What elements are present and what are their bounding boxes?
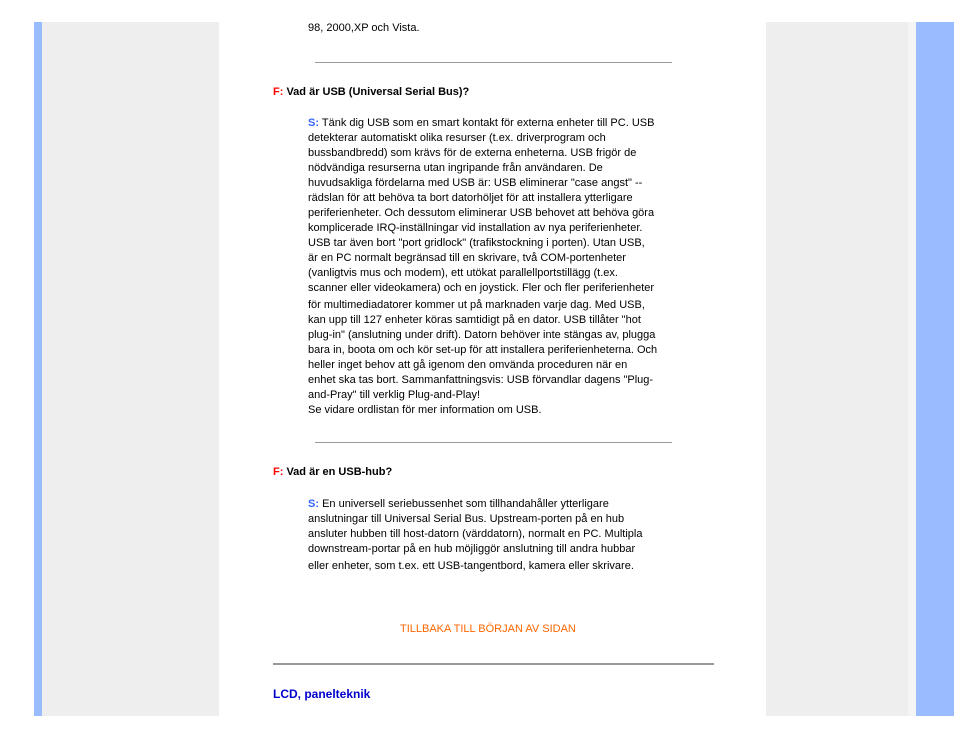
lcd-section-link[interactable]: LCD, panelteknik xyxy=(273,687,371,701)
question-label: F: xyxy=(273,466,284,478)
answer-line: är en PC normalt begränsad till en skrivare, två COM-portenheter xyxy=(308,252,626,264)
right-margin-panel xyxy=(766,22,916,716)
answer-line: bara in, boota om och kör set-up för att installera periferienheterna. Och xyxy=(308,344,658,356)
answer-line: komplicerade IRQ-inställningar vid installation av nya periferienheter. xyxy=(308,222,643,234)
answer-line: heller inget behov att gå igenom den omvända proceduren när en xyxy=(308,359,628,371)
left-accent-bar xyxy=(34,22,42,716)
answer-line: (vanligtvis mus och modem), ett utökat parallellportstillägg (t.ex. xyxy=(308,267,618,279)
question-text: Vad är USB (Universal Serial Bus)? xyxy=(286,86,470,98)
question-label: F: xyxy=(273,86,284,98)
answer-label: S: xyxy=(308,498,319,510)
left-margin-panel xyxy=(42,22,219,716)
answer-label: S: xyxy=(308,117,319,129)
divider xyxy=(315,62,672,63)
answer-line: eller enheter, som t.ex. ett USB-tangentbord, kamera eller skrivare. xyxy=(308,560,634,572)
faq-question-2 xyxy=(273,465,392,480)
intro-tail-text: 98, 2000,XP och Vista. xyxy=(308,22,420,34)
answer-line: kan upp till 127 enheter köras samtidigt på en dator. USB tillåter "hot xyxy=(308,314,641,326)
answer-line: rädslan för att behöva ta bort datorhöljet för att installera ytterligare xyxy=(308,192,633,204)
back-to-top-link[interactable]: TILLBAKA TILL BÖRJAN AV SIDAN xyxy=(400,623,576,635)
section-divider xyxy=(273,663,714,665)
question-text: Vad är en USB-hub? xyxy=(286,466,393,478)
faq-answer-1 xyxy=(308,116,657,403)
answer-line: enhet ska tas bort. Sammanfattningsvis: USB förvandlar dagens "Plug- xyxy=(308,374,654,386)
faq-question-1 xyxy=(273,85,469,100)
divider xyxy=(315,442,672,443)
faq-answer-2 xyxy=(308,497,642,574)
faq-extra-1: Se vidare ordlistan för mer information om USB. xyxy=(308,404,542,416)
answer-line: för multimediadatorer kommer ut på marknaden varje dag. Med USB, xyxy=(308,299,645,311)
answer-line: nödvändiga resurserna utan ingripande från användaren. De xyxy=(308,162,603,174)
answer-line: plug-in" (anslutning under drift). Datorn behöver inte stängas av, plugga xyxy=(308,329,656,341)
answer-line: and-Pray" till verklig Plug-and-Play! xyxy=(308,389,481,401)
answer-line: anslutningar till Universal Serial Bus. Upstream-porten på en hub xyxy=(308,513,625,525)
answer-line: huvudsakliga fördelarna med USB är: USB eliminerar "case angst" -- xyxy=(308,177,643,189)
answer-line: Tänk dig USB som en smart kontakt för externa enheter till PC. USB xyxy=(321,117,655,129)
answer-line: detekterar automatiskt olika resurser (t.ex. driverprogram och xyxy=(308,132,606,144)
answer-line: bussbandbredd) som krävs för de externa enheterna. USB frigör de xyxy=(308,147,637,159)
right-accent-bar xyxy=(916,22,954,716)
answer-line: En universell seriebussenhet som tillhandahåller ytterligare xyxy=(322,498,609,510)
answer-line: scanner eller videokamera) och en joystick. Fler och fler periferienheter xyxy=(308,282,655,294)
answer-line: downstream-portar på en hub möjliggör anslutning till andra hubbar xyxy=(308,543,636,555)
answer-line: USB tar även bort "port gridlock" (trafikstockning i porten). Utan USB, xyxy=(308,237,645,249)
answer-line: periferienheter. Och dessutom eliminerar USB behovet att behöva göra xyxy=(308,207,655,219)
answer-line: ansluter hubben till host-datorn (värddatorn), normalt en PC. Multipla xyxy=(308,528,643,540)
right-separator xyxy=(908,22,916,716)
